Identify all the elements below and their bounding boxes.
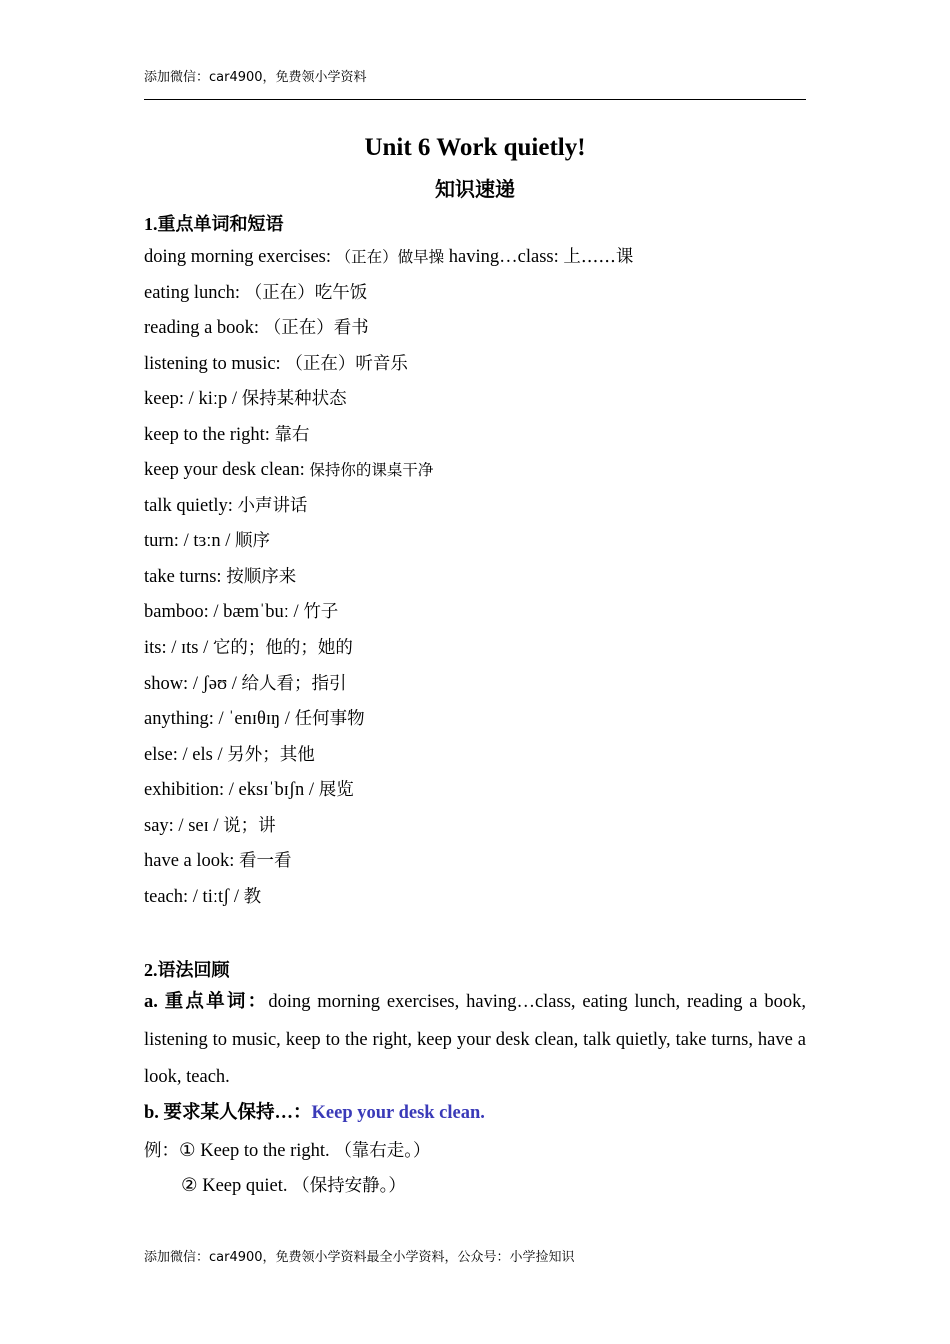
vocab-list xyxy=(144,240,806,915)
keep-rule-paragraph xyxy=(144,1095,806,1133)
vocab-item xyxy=(144,667,806,703)
vocab-item xyxy=(144,453,806,489)
vocab-cn: 小声讲话 xyxy=(237,495,308,516)
page-footer-text: 添加微信：car4900，免费领小学资料最全小学资料，公众号：小学捡知识 xyxy=(144,1250,575,1265)
vocab-cn: （正在）听音乐 xyxy=(285,353,408,374)
vocab-item xyxy=(144,418,806,454)
example-line-2 xyxy=(181,1172,406,1197)
example-en: Keep to the right. xyxy=(200,1141,335,1161)
example-marker: ① xyxy=(179,1141,201,1161)
vocab-en: keep your desk clean: xyxy=(144,460,310,481)
vocab-cn: 竹子 xyxy=(303,602,339,623)
vocab-cn: 顺序 xyxy=(235,531,271,552)
vocab-item xyxy=(144,880,806,916)
vocab-item xyxy=(144,809,806,845)
vocab-en: teach: / tiːtʃ / xyxy=(144,886,244,907)
vocab-cn: 保持某种状态 xyxy=(241,389,347,410)
vocab-cn: 展览 xyxy=(318,780,354,801)
vocab-en: talk quietly: xyxy=(144,495,238,516)
key-words-paragraph xyxy=(144,984,806,1097)
vocab-en: have a look: xyxy=(144,851,240,872)
vocab-en: listening to music: xyxy=(144,353,286,374)
key-words-label: a. 重点单词： xyxy=(144,992,269,1012)
vocab-item xyxy=(144,276,806,312)
section1-heading: 1.重点单词和短语 xyxy=(144,214,284,234)
vocab-cn: （正在）吃午饭 xyxy=(244,282,368,303)
vocab-item xyxy=(144,560,806,596)
vocab-en: say: / seɪ / xyxy=(144,815,224,836)
section2-heading: 2.语法回顾 xyxy=(144,960,230,980)
unit-subtitle: 知识速递 xyxy=(435,177,515,201)
vocab-item xyxy=(144,311,806,347)
vocab-cn: 保持你的课桌干净 xyxy=(309,461,434,480)
example-cn: （靠右走。） xyxy=(334,1141,431,1161)
example-label: 例： xyxy=(144,1141,179,1161)
vocab-en: reading a book: xyxy=(144,318,264,339)
vocab-cn: 按顺序来 xyxy=(226,566,297,587)
vocab-item xyxy=(144,347,806,383)
vocab-item xyxy=(144,702,806,738)
example-cn: （保持安静。） xyxy=(292,1176,406,1196)
vocab-en: anything: / ˈenɪθɪŋ / xyxy=(144,709,295,730)
vocab-en-2: having…class: xyxy=(444,247,564,267)
vocab-item xyxy=(144,240,806,276)
vocab-en: keep: / kiːp / xyxy=(144,389,242,410)
key-words-text: doing morning exercises, having…class, eating lunch, reading a book, listening to music, keep to the right, keep your desk clean, talk quietly, take turns, have a look, teach. xyxy=(144,992,806,1087)
vocab-en: keep to the right: xyxy=(144,424,275,445)
example-line-1 xyxy=(144,1137,431,1162)
vocab-en: its: / ɪts / xyxy=(144,638,213,659)
vocab-cn: （正在）做早操 xyxy=(335,248,445,266)
vocab-cn: 教 xyxy=(243,886,262,907)
vocab-cn: 看一看 xyxy=(239,851,292,872)
vocab-cn: 任何事物 xyxy=(294,709,365,730)
vocab-en: bamboo: / bæmˈbuː / xyxy=(144,602,304,623)
vocab-en: doing morning exercises: xyxy=(144,247,336,267)
vocab-cn: 它的；他的；她的 xyxy=(212,638,353,659)
vocab-cn: 另外；其他 xyxy=(227,744,315,765)
vocab-cn: 靠右 xyxy=(274,424,310,445)
vocab-item xyxy=(144,738,806,774)
vocab-en: eating lunch: xyxy=(144,282,245,303)
vocab-cn: （正在）看书 xyxy=(263,318,369,339)
vocab-item xyxy=(144,595,806,631)
vocab-cn: 给人看；指引 xyxy=(241,673,347,694)
vocab-item xyxy=(144,524,806,560)
keep-rule-label: b. 要求某人保持…： xyxy=(144,1103,312,1123)
page-header-text: 添加微信：car4900，免费领小学资料 xyxy=(144,70,367,85)
vocab-cn: 说；讲 xyxy=(223,815,276,836)
vocab-item xyxy=(144,631,806,667)
example-en: Keep quiet. xyxy=(202,1176,293,1196)
vocab-item xyxy=(144,844,806,880)
vocab-en: exhibition: / eksɪˈbɪʃn / xyxy=(144,780,319,801)
vocab-item xyxy=(144,382,806,418)
vocab-en: else: / els / xyxy=(144,744,228,765)
vocab-item xyxy=(144,489,806,525)
vocab-en: show: / ʃəʊ / xyxy=(144,673,242,694)
vocab-cn-2: 上……课 xyxy=(563,247,634,267)
vocab-en: turn: / tɜːn / xyxy=(144,531,236,552)
vocab-en: take turns: xyxy=(144,566,227,587)
unit-title: Unit 6 Work quietly! xyxy=(364,134,586,161)
header-divider xyxy=(144,99,806,100)
keep-rule-example: Keep your desk clean. xyxy=(311,1103,485,1123)
example-marker: ② xyxy=(181,1176,203,1196)
vocab-item xyxy=(144,773,806,809)
